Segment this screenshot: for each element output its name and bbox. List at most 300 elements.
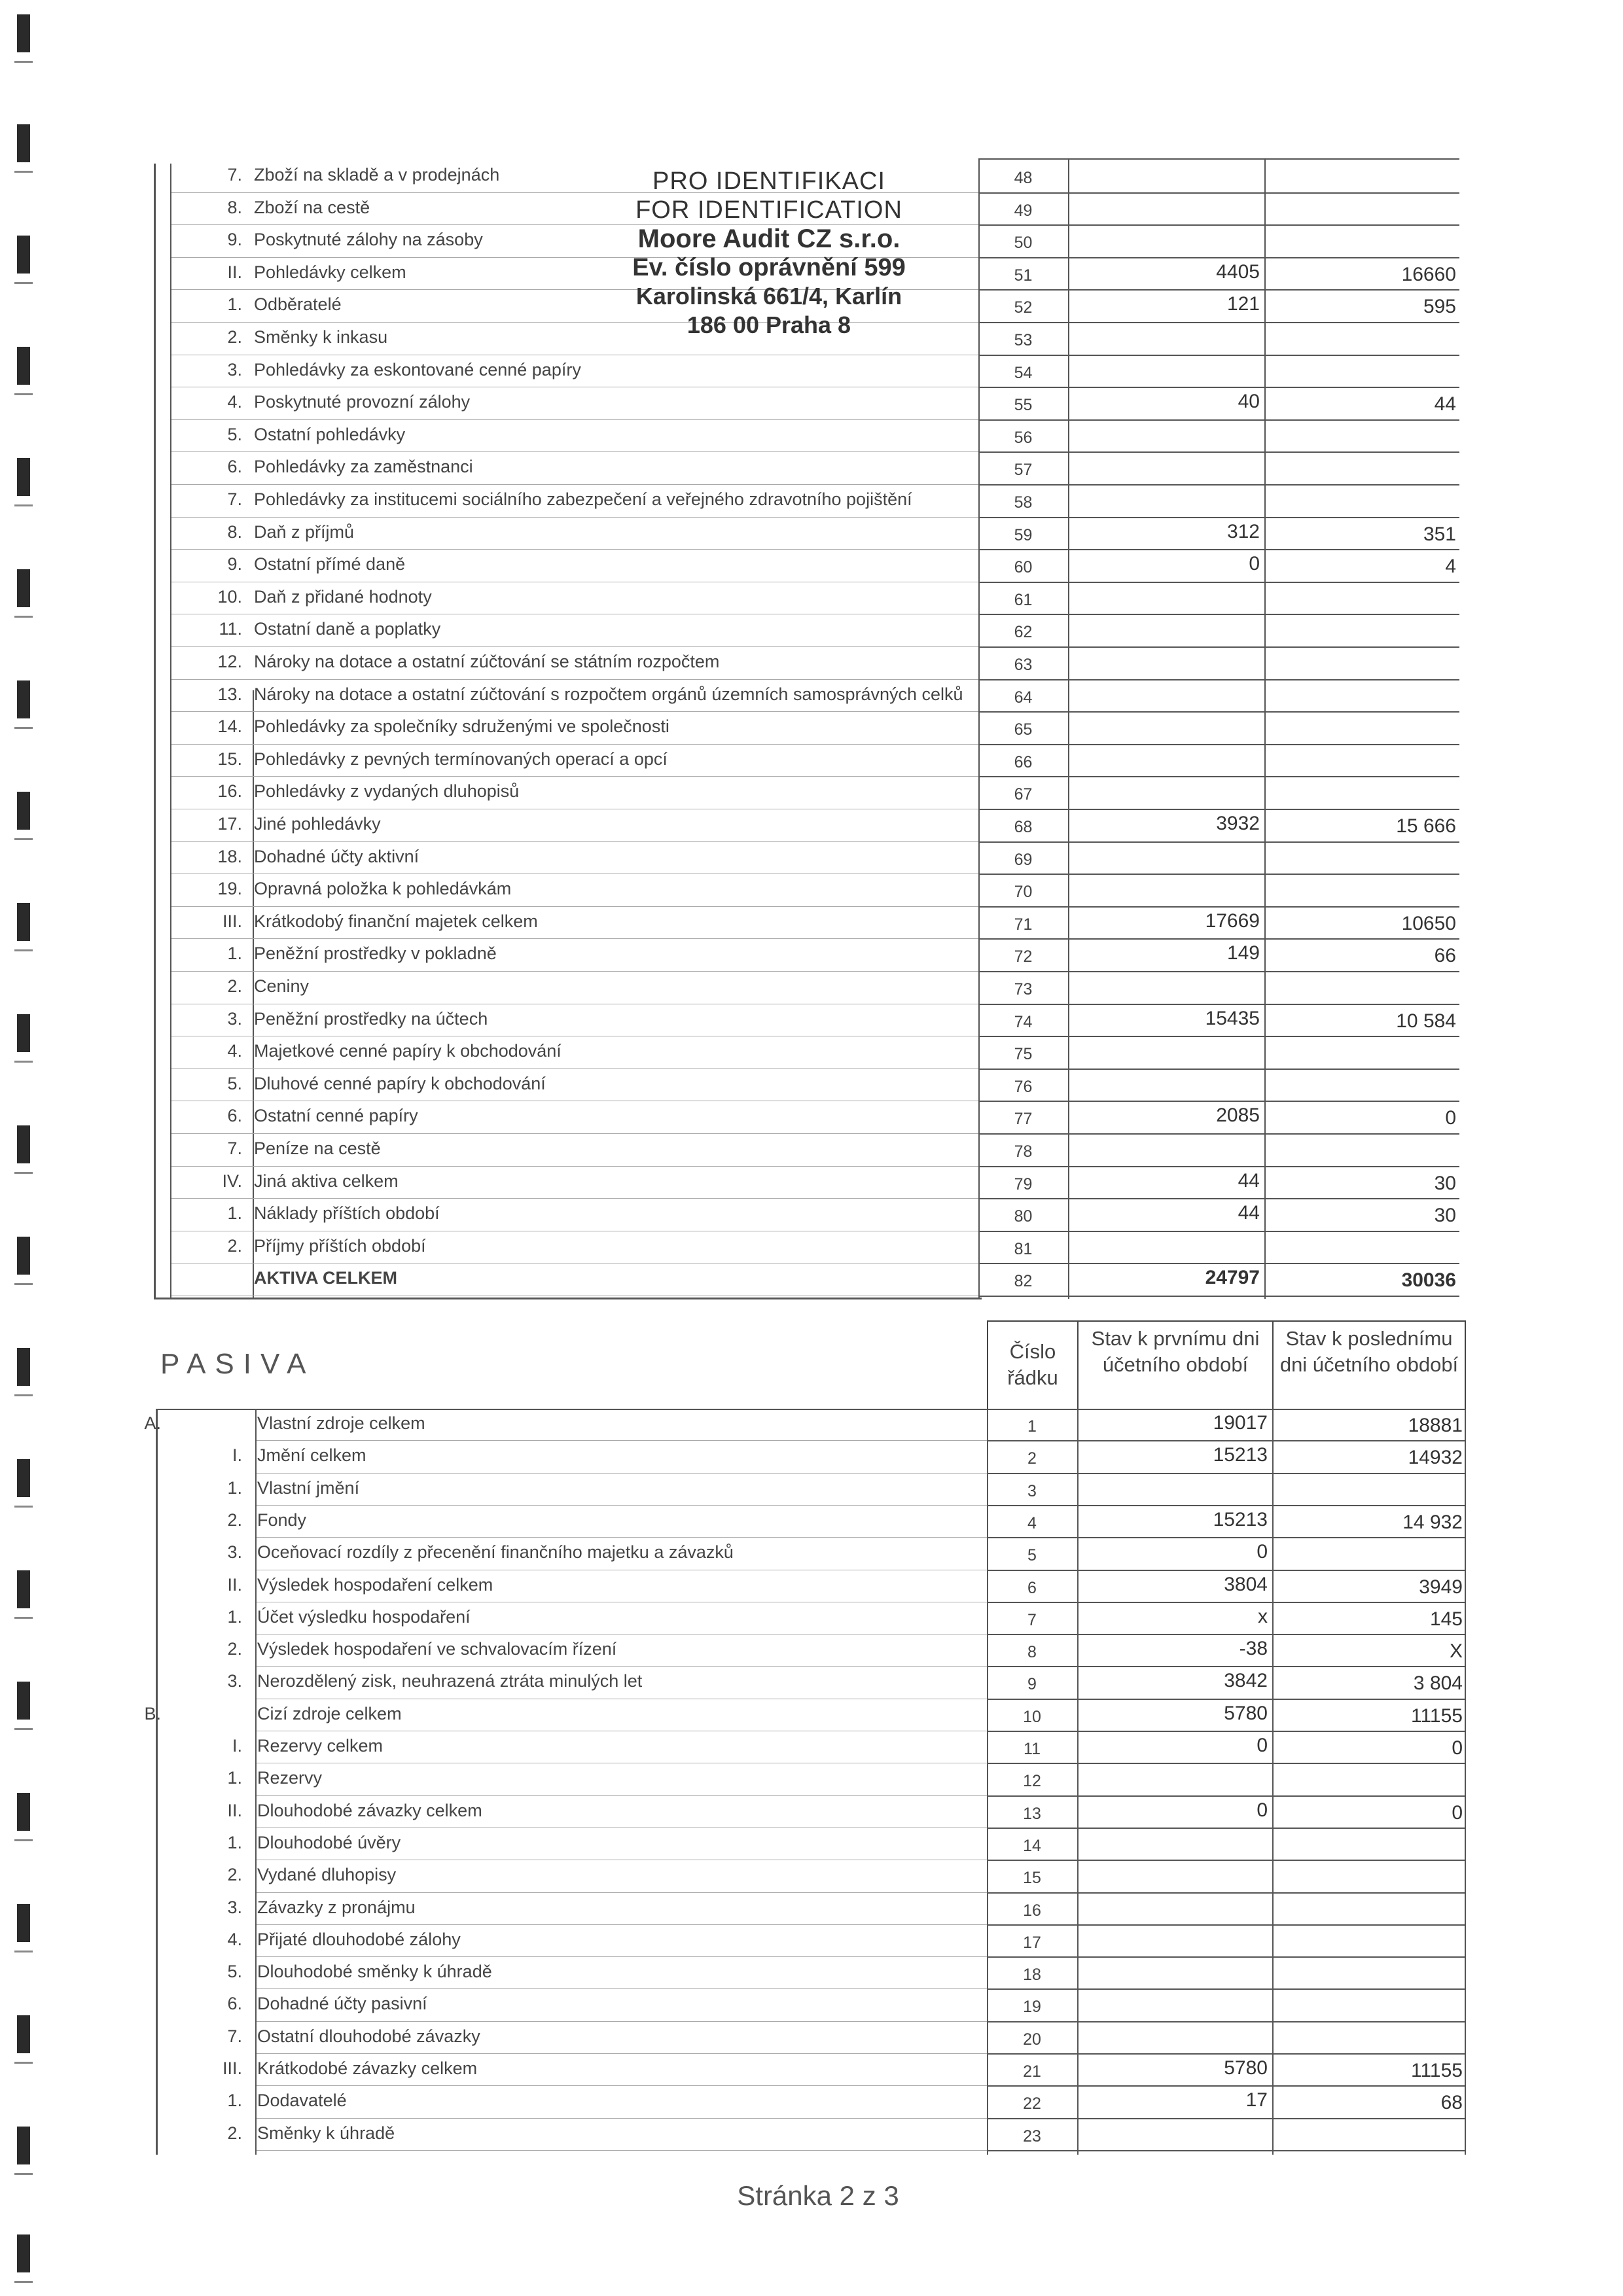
stamp-line: Moore Audit CZ s.r.o.: [637, 224, 901, 253]
grid-row-divider: [978, 646, 1459, 648]
grid-row-divider: [978, 257, 1459, 258]
row-index: I.: [232, 1736, 242, 1756]
row-number: 11: [1024, 1740, 1041, 1758]
row-number: 72: [1014, 947, 1033, 966]
grid-row-divider: [978, 549, 1459, 550]
row-title: Pohledávky za zaměstnanci: [254, 457, 473, 477]
row-title: Nerozdělený zisk, neuhrazená ztráta minulých let: [257, 1671, 643, 1691]
row-index: 1.: [227, 294, 242, 315]
value-last-day: 10 584: [1396, 1010, 1456, 1032]
row-title: Ostatní přímé daně: [254, 554, 406, 574]
row-divider: [257, 2118, 987, 2119]
grid-row-divider: [987, 2118, 1466, 2119]
row-index: 2.: [227, 1639, 242, 1659]
value-last-day: 10650: [1401, 912, 1456, 934]
row-number: 59: [1014, 525, 1033, 544]
value-first-day: 312: [1226, 520, 1260, 542]
value-first-day: 17669: [1205, 910, 1260, 932]
row-title: Zboží na cestě: [254, 197, 370, 217]
row-number: 10: [1023, 1707, 1041, 1726]
row-divider: [171, 1198, 978, 1199]
row-index: 9.: [227, 230, 242, 250]
grid-row-divider: [978, 322, 1459, 323]
grid-row-divider: [978, 355, 1459, 356]
row-title: Ostatní dlouhodobé závazky: [257, 2026, 480, 2046]
row-number: 57: [1014, 461, 1033, 480]
row-title: Zboží na skladě a v prodejnách: [254, 165, 500, 185]
row-number: 49: [1014, 201, 1033, 220]
row-title: Poskytnuté zálohy na zásoby: [254, 230, 483, 250]
grid-row-divider: [978, 906, 1459, 908]
stamp-line: Ev. číslo oprávnění 599: [632, 254, 906, 281]
value-first-day: 44: [1238, 1169, 1260, 1192]
row-index: 15.: [217, 749, 242, 769]
row-index: 10.: [217, 586, 242, 607]
row-number: 71: [1014, 915, 1033, 934]
row-divider: [171, 841, 978, 842]
stamp-line: PRO IDENTIFIKACI: [652, 168, 885, 195]
row-index: 17.: [217, 814, 242, 834]
row-number: 3: [1027, 1481, 1037, 1500]
value-first-day: 15213: [1213, 1508, 1268, 1530]
grid-row-divider: [987, 1666, 1466, 1667]
row-index: B.: [144, 1703, 161, 1723]
row-title: Jiné pohledávky: [254, 814, 381, 834]
row-number: 51: [1014, 266, 1033, 285]
row-index: 2.: [227, 327, 242, 347]
row-title: Pohledávky z pevných termínovaných operací a opcí: [254, 749, 668, 769]
grid-row-divider: [978, 1004, 1459, 1005]
value-first-day: x: [1258, 1605, 1268, 1627]
row-title: Dlouhodobé závazky celkem: [257, 1800, 482, 1820]
row-index: 1.: [227, 1203, 242, 1224]
row-number: 8: [1027, 1643, 1037, 1662]
row-divider: [257, 2021, 987, 2022]
row-number: 6: [1027, 1578, 1037, 1597]
row-number: 75: [1014, 1045, 1033, 1064]
row-title: Přijaté dlouhodobé zálohy: [257, 1929, 461, 1949]
row-title: Majetkové cenné papíry k obchodování: [254, 1041, 562, 1061]
row-index: 2.: [227, 1865, 242, 1885]
grid-row-divider: [978, 1166, 1459, 1167]
row-number: 81: [1014, 1239, 1033, 1258]
row-index: 2.: [227, 1510, 242, 1530]
row-index: 12.: [217, 652, 242, 671]
row-title: Náklady příštích období: [254, 1203, 440, 1224]
row-number: 70: [1014, 883, 1033, 902]
row-index: II.: [227, 262, 242, 282]
row-title: Odběratelé: [254, 294, 342, 315]
grid-row-divider: [987, 1763, 1466, 1764]
row-index: 3.: [227, 1542, 242, 1563]
aktiva-grid-col1: [1068, 158, 1069, 1299]
row-divider: [171, 419, 978, 420]
row-title: Pohledávky z vydaných dluhopisů: [254, 781, 520, 802]
value-first-day: 15213: [1213, 1444, 1268, 1466]
row-index: 6.: [227, 457, 242, 477]
row-divider: [171, 549, 978, 550]
value-last-day: 14932: [1408, 1447, 1463, 1469]
row-number: 56: [1014, 428, 1033, 447]
grid-row-divider: [987, 2021, 1466, 2022]
row-divider: [257, 1473, 987, 1474]
row-number: 80: [1014, 1207, 1033, 1226]
row-title: Daň z přidané hodnoty: [254, 586, 432, 607]
grid-row-divider: [978, 1101, 1459, 1102]
row-title: Vlastní zdroje celkem: [257, 1413, 425, 1433]
row-index: 8.: [227, 197, 242, 217]
row-index: 1.: [227, 944, 242, 964]
row-number: 20: [1023, 2030, 1041, 2049]
grid-row-divider: [978, 517, 1459, 518]
row-divider: [257, 1892, 987, 1893]
aktiva-grid-col2: [1264, 158, 1266, 1299]
row-index: 7.: [227, 489, 242, 509]
row-number: 18: [1023, 1966, 1041, 1985]
row-index: 19.: [217, 879, 242, 899]
aktiva-grid-left: [978, 158, 980, 1299]
row-divider: [171, 517, 978, 518]
row-number: 48: [1014, 169, 1033, 187]
row-number: 9: [1027, 1675, 1037, 1694]
grid-row-divider: [978, 1263, 1459, 1264]
col-header-row-number: Číslo řádku: [1007, 1340, 1058, 1389]
grid-row-divider: [978, 614, 1459, 615]
row-index: 6.: [227, 1106, 242, 1126]
row-title: Ostatní pohledávky: [254, 424, 406, 444]
value-first-day: 44: [1238, 1202, 1260, 1224]
row-number: 77: [1014, 1110, 1033, 1129]
row-number: 50: [1014, 234, 1033, 253]
row-title: Ostatní cenné papíry: [254, 1106, 418, 1126]
row-number: 22: [1023, 2094, 1041, 2113]
value-first-day: 3804: [1224, 1573, 1268, 1595]
grid-row-divider: [987, 1570, 1466, 1571]
row-number: 74: [1014, 1012, 1033, 1031]
row-index: III.: [222, 911, 242, 931]
value-first-day: 17: [1245, 2089, 1268, 2111]
value-first-day: 24797: [1205, 1267, 1260, 1289]
aktiva-grid-top: [978, 158, 1459, 160]
row-number: 23: [1023, 2127, 1041, 2146]
grid-row-divider: [978, 419, 1459, 421]
row-index: 2.: [227, 1235, 242, 1256]
row-number: 64: [1014, 688, 1033, 707]
row-title: Dohadné účty pasivní: [257, 1994, 427, 2014]
grid-row-divider: [978, 711, 1459, 713]
row-title: Pohledávky za společníky sdruženými ve společnosti: [254, 716, 669, 737]
grid-row-divider: [987, 1988, 1466, 1990]
row-title: Směnky k úhradě: [257, 2123, 395, 2143]
value-last-day: 351: [1423, 523, 1456, 545]
pasiva-title: PASIVA: [160, 1348, 315, 1380]
row-title: Vydané dluhopisy: [257, 1865, 397, 1885]
row-index: 2.: [227, 2123, 242, 2143]
grid-row-divider: [978, 1296, 1459, 1297]
row-number: 15: [1023, 1869, 1041, 1888]
value-last-day: 30: [1434, 1205, 1456, 1227]
value-last-day: 66: [1434, 945, 1456, 967]
row-title: Nároky na dotace a ostatní zúčtování se státním rozpočtem: [254, 652, 720, 671]
row-title: Poskytnuté provozní zálohy: [254, 392, 471, 412]
row-divider: [257, 2053, 987, 2054]
value-first-day: 121: [1226, 293, 1260, 315]
grid-row-divider: [978, 582, 1459, 583]
row-index: IV.: [222, 1171, 242, 1191]
row-divider: [257, 1537, 987, 1538]
row-title: Pohledávky celkem: [254, 262, 406, 282]
row-index: 3.: [227, 1671, 242, 1691]
stamp-line: Karolinská 661/4, Karlín: [635, 283, 902, 309]
row-title: Peněžní prostředky na účtech: [254, 1008, 488, 1029]
row-title: Závazky z pronájmu: [257, 1897, 416, 1917]
row-index: 8.: [227, 521, 242, 542]
aktiva-inner-border: [170, 164, 171, 1299]
row-index: 3.: [227, 1897, 242, 1917]
row-index: III.: [222, 2058, 242, 2078]
grid-row-divider: [987, 1634, 1466, 1635]
value-last-day: 44: [1434, 393, 1456, 415]
value-first-day: 3932: [1216, 813, 1260, 834]
value-last-day: 4: [1445, 556, 1456, 578]
grid-row-divider: [978, 387, 1459, 388]
grid-row-divider: [987, 1537, 1466, 1538]
value-last-day: 0: [1452, 1801, 1463, 1824]
value-last-day: 0: [1452, 1737, 1463, 1759]
grid-row-divider: [987, 1440, 1466, 1441]
row-number: 79: [1014, 1174, 1033, 1193]
row-number: 63: [1014, 656, 1033, 674]
row-number: 78: [1014, 1142, 1033, 1161]
row-title: Účet výsledku hospodaření: [257, 1606, 471, 1627]
value-first-day: 19017: [1213, 1412, 1268, 1434]
row-index: 7.: [227, 2026, 242, 2046]
grid-row-divider: [978, 484, 1459, 486]
row-divider: [171, 679, 978, 680]
row-divider: [257, 2150, 987, 2151]
row-index: 7.: [227, 165, 242, 185]
row-title: Fondy: [257, 1510, 307, 1530]
row-title: Dodavatelé: [257, 2091, 347, 2111]
row-number: 55: [1014, 396, 1033, 415]
row-index: 6.: [227, 1994, 242, 2014]
grid-row-divider: [987, 2053, 1466, 2055]
row-title: Vlastní jmění: [257, 1477, 360, 1498]
grid-row-divider: [978, 1231, 1459, 1232]
value-last-day: 11155: [1411, 1704, 1463, 1727]
stamp-line: 186 00 Praha 8: [687, 311, 851, 338]
row-number: 69: [1014, 850, 1033, 869]
row-divider: [171, 776, 978, 777]
grid-row-divider: [978, 776, 1459, 777]
grid-row-divider: [978, 1198, 1459, 1199]
value-first-day: 2085: [1216, 1104, 1260, 1127]
row-title: Opravná položka k pohledávkám: [254, 879, 512, 899]
row-number: 68: [1014, 818, 1033, 836]
row-title: Rezervy celkem: [257, 1736, 383, 1756]
row-divider: [257, 1666, 987, 1667]
grid-row-divider: [978, 451, 1459, 453]
grid-row-divider: [978, 841, 1459, 843]
row-index: 9.: [227, 554, 242, 574]
row-index: 4.: [227, 1041, 242, 1061]
row-divider: [257, 1956, 987, 1957]
pasiva-grid-left: [987, 1409, 988, 2155]
row-divider: [257, 1505, 987, 1506]
row-number: 60: [1014, 558, 1033, 577]
row-title: Dlouhodobé úvěry: [257, 1832, 401, 1852]
value-first-day: 0: [1257, 1799, 1268, 1821]
row-divider: [171, 646, 978, 647]
row-title: Pohledávky za institucemi sociálního zabezpečení a veřejného zdravotního pojištění: [254, 489, 912, 509]
value-last-day: 18881: [1408, 1415, 1463, 1436]
row-title: Daň z příjmů: [254, 521, 355, 542]
grid-row-divider: [987, 1731, 1466, 1732]
row-index: 5.: [227, 1073, 242, 1093]
row-number: 12: [1023, 1772, 1041, 1791]
aktiva-bottom-border: [154, 1298, 982, 1299]
audit-stamp: [612, 167, 926, 340]
page-footer: Stránka 2 z 3: [737, 2180, 899, 2211]
row-index: 4.: [227, 1929, 242, 1949]
value-last-day: X: [1449, 1640, 1463, 1663]
row-number: 65: [1014, 720, 1033, 739]
row-divider: [171, 971, 978, 972]
row-index: 1.: [227, 2091, 242, 2111]
pasiva-grid-right: [1465, 1409, 1466, 2155]
value-first-day: 4405: [1216, 260, 1260, 283]
value-last-day: 3949: [1419, 1576, 1463, 1598]
row-title: AKTIVA CELKEM: [254, 1268, 397, 1288]
row-title: Krátkodobé závazky celkem: [257, 2058, 478, 2078]
col-header-first-day: Stav k prvnímu dni účetního období: [1091, 1327, 1260, 1376]
row-divider: [171, 744, 978, 745]
value-last-day: 68: [1440, 2092, 1463, 2114]
binder-holes: [12, 0, 58, 2296]
row-number: 67: [1014, 785, 1033, 804]
value-last-day: 16660: [1401, 263, 1456, 285]
row-title: Cizí zdroje celkem: [257, 1703, 402, 1723]
row-title: Pohledávky za eskontované cenné papíry: [254, 359, 581, 380]
pasiva-grid-col1: [1077, 1409, 1079, 2155]
row-title: Jmění celkem: [257, 1445, 366, 1466]
grid-row-divider: [978, 1133, 1459, 1135]
row-number: 14: [1023, 1836, 1041, 1855]
row-number: 1: [1027, 1417, 1037, 1436]
row-title: Směnky k inkasu: [254, 327, 388, 347]
value-first-day: 0: [1257, 1735, 1268, 1756]
row-number: 62: [1014, 623, 1033, 642]
value-first-day: 40: [1238, 391, 1260, 413]
grid-row-divider: [978, 1036, 1459, 1037]
grid-row-divider: [987, 1505, 1466, 1506]
row-index: II.: [227, 1800, 242, 1820]
row-index: 4.: [227, 392, 242, 412]
aktiva-left-border: [154, 164, 156, 1299]
value-last-day: 3 804: [1413, 1672, 1463, 1695]
row-number: 82: [1014, 1272, 1033, 1291]
grid-row-divider: [987, 1924, 1466, 1926]
row-index: 11.: [219, 619, 242, 639]
row-index: 2.: [227, 976, 242, 996]
grid-row-divider: [987, 2150, 1466, 2151]
row-divider: [171, 484, 978, 485]
value-last-day: 30: [1434, 1172, 1456, 1194]
row-title: Ostatní daně a poplatky: [254, 619, 441, 639]
grid-row-divider: [978, 192, 1459, 194]
pasiva-left-border: [156, 1409, 158, 2155]
row-index: 5.: [227, 1962, 242, 1982]
grid-row-divider: [978, 938, 1459, 940]
row-divider: [257, 1440, 987, 1441]
row-title: Dohadné účty aktivní: [254, 846, 419, 866]
row-index: II.: [227, 1574, 242, 1595]
grid-row-divider: [978, 1069, 1459, 1070]
row-divider: [257, 1924, 987, 1925]
grid-row-divider: [978, 809, 1459, 810]
row-divider: [171, 451, 978, 452]
row-title: Jiná aktiva celkem: [254, 1171, 399, 1191]
grid-row-divider: [987, 1699, 1466, 1700]
row-title: Peněžní prostředky v pokladně: [254, 944, 497, 964]
row-divider: [171, 938, 978, 939]
row-index: 14.: [217, 716, 242, 737]
grid-row-divider: [987, 1828, 1466, 1829]
value-first-day: 0: [1249, 553, 1260, 575]
grid-row-divider: [987, 1602, 1466, 1603]
row-divider: [257, 1795, 987, 1796]
row-number: 4: [1027, 1513, 1037, 1532]
row-title: Oceňovací rozdíly z přecenění finančního majetku a závazků: [257, 1542, 734, 1563]
grid-row-divider: [978, 874, 1459, 875]
grid-row-divider: [987, 1473, 1466, 1474]
value-first-day: 0: [1257, 1541, 1268, 1563]
row-number: 58: [1014, 493, 1033, 512]
row-title: Rezervy: [257, 1768, 323, 1788]
grid-row-divider: [987, 1956, 1466, 1958]
value-last-day: 14 932: [1402, 1511, 1463, 1533]
grid-row-divider: [978, 971, 1459, 972]
grid-row-divider: [978, 289, 1459, 291]
row-title: Výsledek hospodaření celkem: [257, 1574, 493, 1595]
row-number: 76: [1014, 1077, 1033, 1096]
row-divider: [171, 906, 978, 907]
row-index: 18.: [217, 846, 242, 866]
row-divider: [257, 2085, 987, 2086]
value-first-day: 149: [1226, 942, 1260, 964]
row-title: Krátkodobý finanční majetek celkem: [254, 911, 538, 931]
grid-row-divider: [978, 679, 1459, 680]
grid-row-divider: [987, 1860, 1466, 1861]
value-last-day: 15 666: [1396, 815, 1456, 837]
pasiva-top-border: [156, 1409, 1466, 1410]
row-number: 54: [1014, 363, 1033, 382]
row-index: 3.: [227, 359, 242, 380]
row-index: I.: [232, 1445, 242, 1466]
row-number: 19: [1023, 1998, 1041, 2017]
row-number: 53: [1014, 331, 1033, 349]
row-number: 5: [1027, 1546, 1037, 1565]
value-last-day: 0: [1445, 1107, 1456, 1129]
row-index: 3.: [227, 1008, 242, 1029]
row-divider: [171, 711, 978, 712]
row-title: Dlouhodobé směnky k úhradě: [257, 1962, 492, 1982]
value-last-day: 30036: [1401, 1269, 1456, 1292]
row-index: 1.: [227, 1606, 242, 1627]
value-first-day: 5780: [1224, 1702, 1268, 1724]
value-first-day: 5780: [1224, 2057, 1268, 2079]
row-index: 13.: [217, 684, 242, 704]
